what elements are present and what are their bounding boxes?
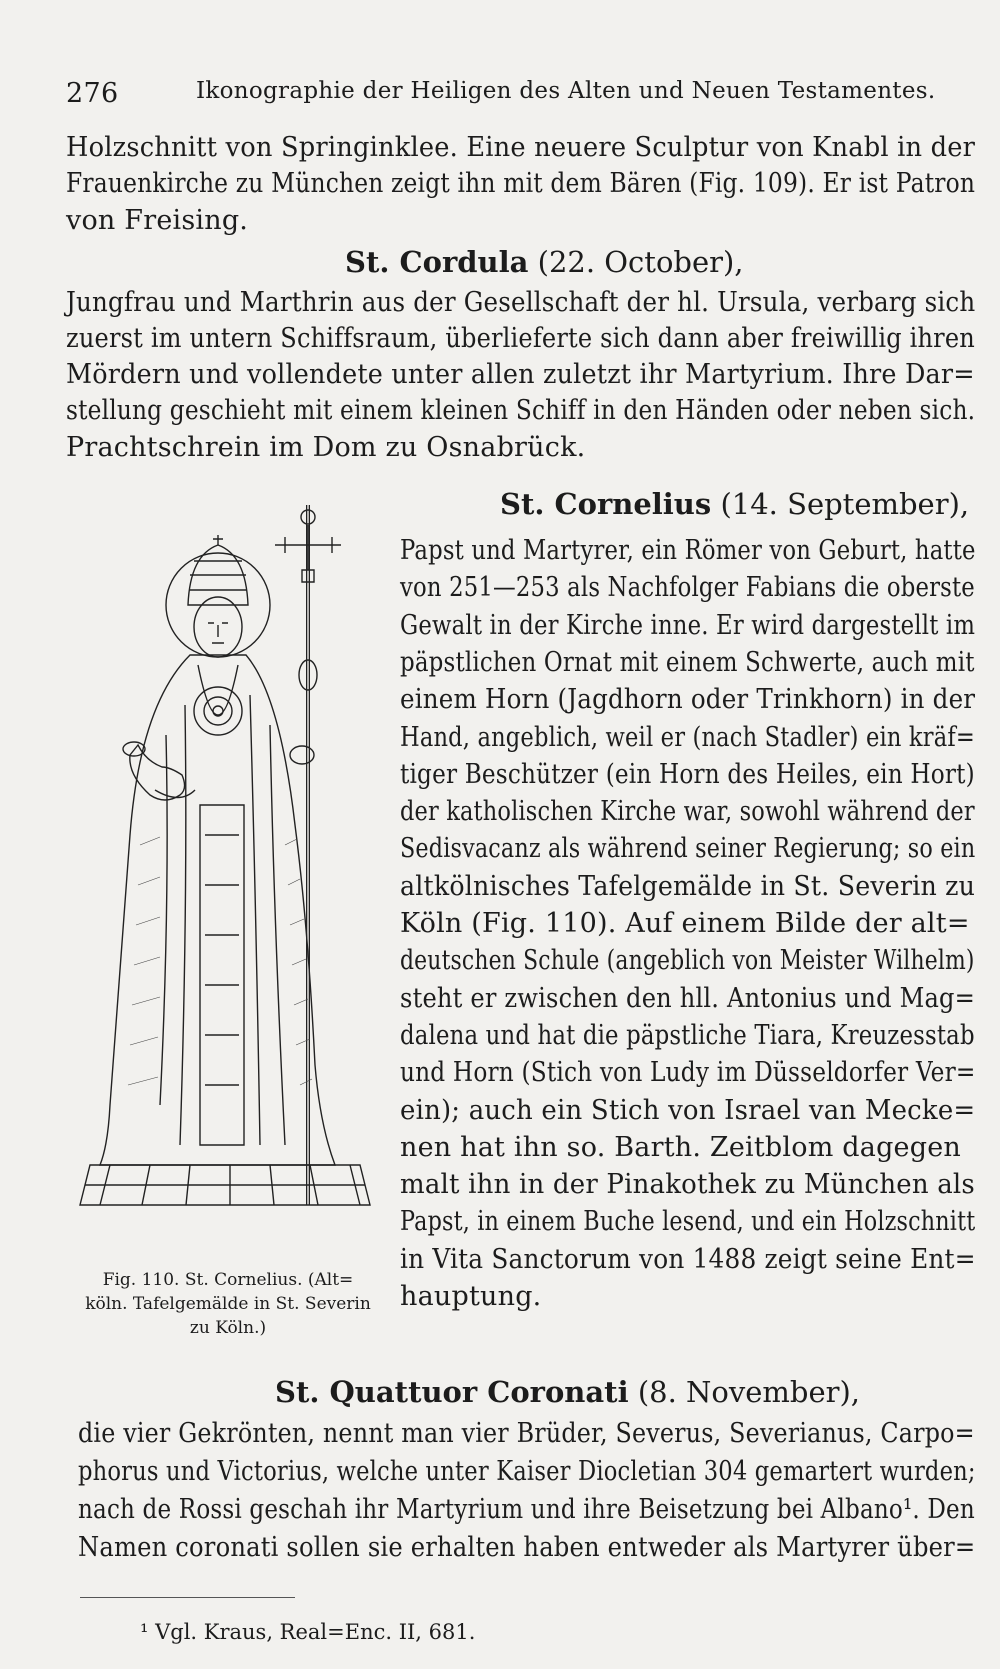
text-line: dalena und hat die päpstliche Tiara, Kreuzesstab bbox=[400, 1019, 975, 1051]
woodcut-illustration bbox=[70, 505, 380, 1250]
text-line: malt ihn in der Pinakothek zu München als bbox=[400, 1169, 975, 1201]
text-line: stellung geschieht mit einem kleinen Schiff in den Händen oder neben sich. bbox=[66, 395, 976, 426]
footnote: ¹ Vgl. Kraus, Real=Enc. II, 681. bbox=[140, 1620, 476, 1644]
caption-line: zu Köln.) bbox=[189, 1318, 267, 1338]
saint-name: St. Cordula bbox=[345, 245, 529, 279]
text-line: Gewalt in der Kirche inne. Er wird dargestellt im bbox=[400, 609, 976, 641]
section-heading-cordula bbox=[345, 245, 744, 279]
text-line: Papst und Martyrer, ein Römer von Geburt, hatte bbox=[400, 535, 976, 566]
text-line: hauptung. bbox=[400, 1281, 542, 1312]
text-line: Hand, angeblich, weil er (nach Stadler) ein kräf= bbox=[400, 721, 975, 753]
text-line: Sedisvacanz als während seiner Regierung; so ein bbox=[400, 833, 976, 865]
feast-date: (22. October), bbox=[537, 245, 744, 279]
text-line: in Vita Sanctorum von 1488 zeigt seine Ent= bbox=[400, 1243, 976, 1275]
page-number: 276 bbox=[66, 78, 119, 109]
saint-name: St. Cornelius bbox=[500, 487, 712, 521]
feast-date: (8. November), bbox=[637, 1375, 861, 1409]
text-line: nach de Rossi geschah ihr Martyrium und ihre Beisetzung bei Albano¹. Den bbox=[78, 1494, 975, 1525]
text-line: und Horn (Stich von Ludy im Düsseldorfer Ver= bbox=[400, 1057, 976, 1089]
running-title: Ikonographie der Heiligen des Alten und Neuen Testamentes. bbox=[196, 78, 936, 104]
text-line: tiger Beschützer (ein Horn des Heiles, ein Hort) bbox=[400, 758, 975, 790]
text-line: von 251—253 als Nachfolger Fabians die oberste bbox=[400, 572, 975, 604]
section-heading-coronati bbox=[275, 1375, 860, 1409]
text-line: Holzschnitt von Springinklee. Eine neuere Sculptur von Knabl in der bbox=[66, 132, 976, 163]
footnote-rule bbox=[80, 1597, 295, 1598]
caption-line: köln. Tafelgemälde in St. Severin bbox=[85, 1294, 371, 1314]
section-heading-cornelius bbox=[500, 487, 969, 521]
text-line: phorus und Victorius, welche unter Kaiser Diocletian 304 gemartert wurden; bbox=[78, 1456, 976, 1487]
saint-name: St. Quattuor Coronati bbox=[275, 1375, 629, 1409]
caption-line: Fig. 110. St. Cornelius. (Alt= bbox=[102, 1270, 354, 1290]
feast-date: (14. September), bbox=[720, 487, 970, 521]
text-line: steht er zwischen den hll. Antonius und Mag= bbox=[400, 982, 976, 1014]
text-line: einem Horn (Jagdhorn oder Trinkhorn) in der bbox=[400, 684, 976, 716]
text-line: deutschen Schule (angeblich von Meister Wilhelm) bbox=[400, 945, 975, 977]
text-line: Namen coronati sollen sie erhalten haben entweder als Martyrer über= bbox=[78, 1532, 976, 1563]
text-line: ein); auch ein Stich von Israel van Mecke= bbox=[400, 1094, 976, 1126]
text-line: päpstlichen Ornat mit einem Schwerte, auch mit bbox=[400, 646, 975, 678]
figure-caption bbox=[78, 1268, 378, 1340]
text-line: altkölnisches Tafelgemälde in St. Severin zu bbox=[400, 870, 976, 902]
text-line: nen hat ihn so. Barth. Zeitblom dagegen bbox=[400, 1131, 961, 1163]
text-line: zuerst im untern Schiffsraum, überlieferte sich dann aber freiwillig ihren bbox=[66, 323, 975, 354]
text-line: Köln (Fig. 110). Auf einem Bilde der alt= bbox=[400, 908, 970, 939]
text-line: Jungfrau und Marthrin aus der Gesellschaft der hl. Ursula, verbarg sich bbox=[66, 287, 976, 318]
text-line: Frauenkirche zu München zeigt ihn mit dem Bären (Fig. 109). Er ist Patron bbox=[66, 168, 976, 199]
text-line: von Freising. bbox=[66, 205, 249, 236]
text-line: Papst, in einem Buche lesend, und ein Holzschnitt bbox=[400, 1206, 976, 1238]
text-line: der katholischen Kirche war, sowohl während der bbox=[400, 796, 975, 828]
text-line: Mördern und vollendete unter allen zuletzt ihr Martyrium. Ihre Dar= bbox=[66, 359, 975, 390]
text-line: die vier Gekrönten, nennt man vier Brüder, Severus, Severianus, Carpo= bbox=[78, 1418, 975, 1449]
pope-with-horn-and-cross-staff-icon bbox=[70, 505, 380, 1250]
text-line: Prachtschrein im Dom zu Osnabrück. bbox=[66, 432, 586, 463]
